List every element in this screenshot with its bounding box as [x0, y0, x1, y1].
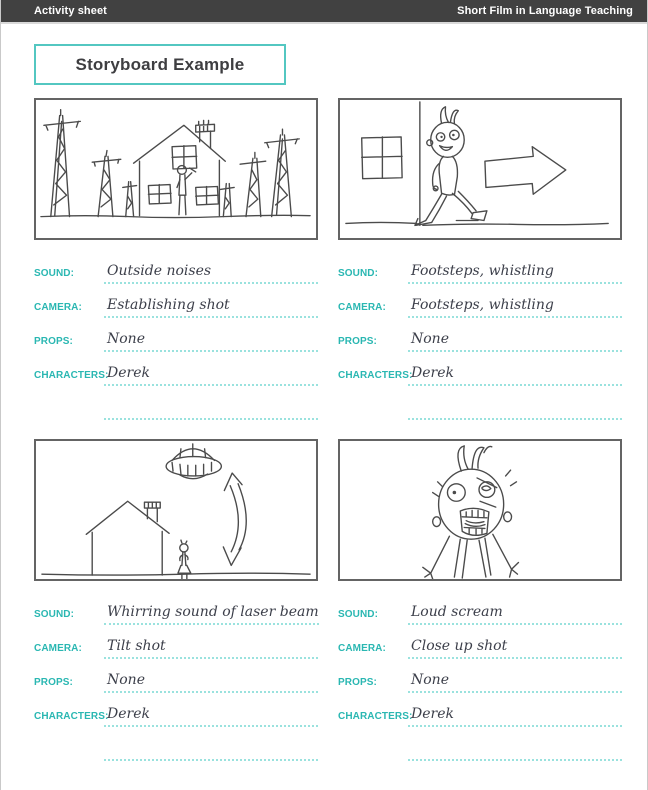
field-value-blank	[408, 416, 622, 420]
field-row-blank	[338, 727, 622, 761]
field-row-camera	[34, 625, 318, 659]
field-row-camera	[34, 284, 318, 318]
field-value-characters: Derek	[104, 365, 318, 386]
field-label-characters: CHARACTERS:	[338, 370, 413, 381]
field-label-sound: SOUND:	[34, 268, 75, 279]
walking-character-arrow-sketch	[340, 100, 620, 238]
storyboard-grid	[34, 98, 622, 780]
field-label-blank	[34, 415, 104, 420]
house-ufo-tilt-sketch	[36, 441, 316, 579]
field-label-blank	[34, 756, 104, 761]
field-label-blank	[338, 756, 408, 761]
sketch-frame-4	[338, 439, 622, 581]
field-row-camera	[338, 284, 622, 318]
field-label-props: PROPS:	[34, 336, 73, 347]
field-label-props: PROPS:	[338, 677, 377, 688]
sketch-frame-3	[34, 439, 318, 581]
field-row-sound	[338, 250, 622, 284]
field-label-characters: CHARACTERS:	[34, 711, 109, 722]
field-value-characters: Derek	[104, 706, 318, 727]
field-label-sound: SOUND:	[338, 268, 379, 279]
field-value-sound: Loud scream	[408, 604, 622, 625]
field-value-props: None	[104, 331, 318, 352]
field-label-camera: CAMERA:	[34, 643, 82, 654]
field-value-sound: Footsteps, whistling	[408, 263, 622, 284]
field-value-camera: Close up shot	[408, 638, 622, 659]
field-row-props	[338, 659, 622, 693]
field-row-sound	[34, 250, 318, 284]
field-label-sound: SOUND:	[338, 609, 379, 620]
field-value-camera: Tilt shot	[104, 638, 318, 659]
field-row-characters	[34, 693, 318, 727]
field-value-blank	[104, 416, 318, 420]
field-row-characters	[34, 352, 318, 386]
field-label-props: PROPS:	[34, 677, 73, 688]
field-value-props: None	[408, 672, 622, 693]
field-row-characters	[338, 352, 622, 386]
header-right-label: Short Film in Language Teaching	[457, 5, 633, 17]
header-bar	[1, 0, 647, 24]
field-value-sound: Whirring sound of laser beam	[104, 604, 319, 625]
field-value-characters: Derek	[408, 706, 622, 727]
field-label-camera: CAMERA:	[338, 643, 386, 654]
field-label-camera: CAMERA:	[338, 302, 386, 313]
panel-1-fields	[34, 250, 318, 420]
storyboard-panel-3	[34, 439, 318, 780]
panel-3-fields	[34, 591, 318, 761]
field-row-blank	[34, 727, 318, 761]
field-row-props	[34, 318, 318, 352]
field-label-characters: CHARACTERS:	[338, 711, 413, 722]
field-label-props: PROPS:	[338, 336, 377, 347]
field-value-blank	[104, 757, 318, 761]
panel-4-fields	[338, 591, 622, 761]
field-label-camera: CAMERA:	[34, 302, 82, 313]
field-row-camera	[338, 625, 622, 659]
field-value-camera: Footsteps, whistling	[408, 297, 622, 318]
field-value-camera: Establishing shot	[104, 297, 318, 318]
field-value-blank	[408, 757, 622, 761]
field-row-sound	[34, 591, 318, 625]
field-row-props	[34, 659, 318, 693]
storyboard-panel-1	[34, 98, 318, 439]
field-value-props: None	[408, 331, 622, 352]
field-label-characters: CHARACTERS:	[34, 370, 109, 381]
worksheet-title-text: Storyboard Example	[75, 54, 245, 74]
field-row-props	[338, 318, 622, 352]
sketch-frame-1	[34, 98, 318, 240]
field-value-sound: Outside noises	[104, 263, 318, 284]
storyboard-panel-2	[338, 98, 622, 439]
screaming-face-sketch	[340, 441, 620, 579]
sketch-frame-2	[338, 98, 622, 240]
field-label-blank	[338, 415, 408, 420]
field-row-blank	[34, 386, 318, 420]
field-value-props: None	[104, 672, 318, 693]
header-left-label: Activity sheet	[34, 5, 107, 17]
panel-2-fields	[338, 250, 622, 420]
field-row-blank	[338, 386, 622, 420]
field-row-sound	[338, 591, 622, 625]
field-row-characters	[338, 693, 622, 727]
storyboard-panel-4	[338, 439, 622, 780]
field-value-characters: Derek	[408, 365, 622, 386]
worksheet-title	[34, 44, 286, 85]
pylons-and-house-sketch	[36, 100, 316, 238]
field-label-sound: SOUND:	[34, 609, 75, 620]
